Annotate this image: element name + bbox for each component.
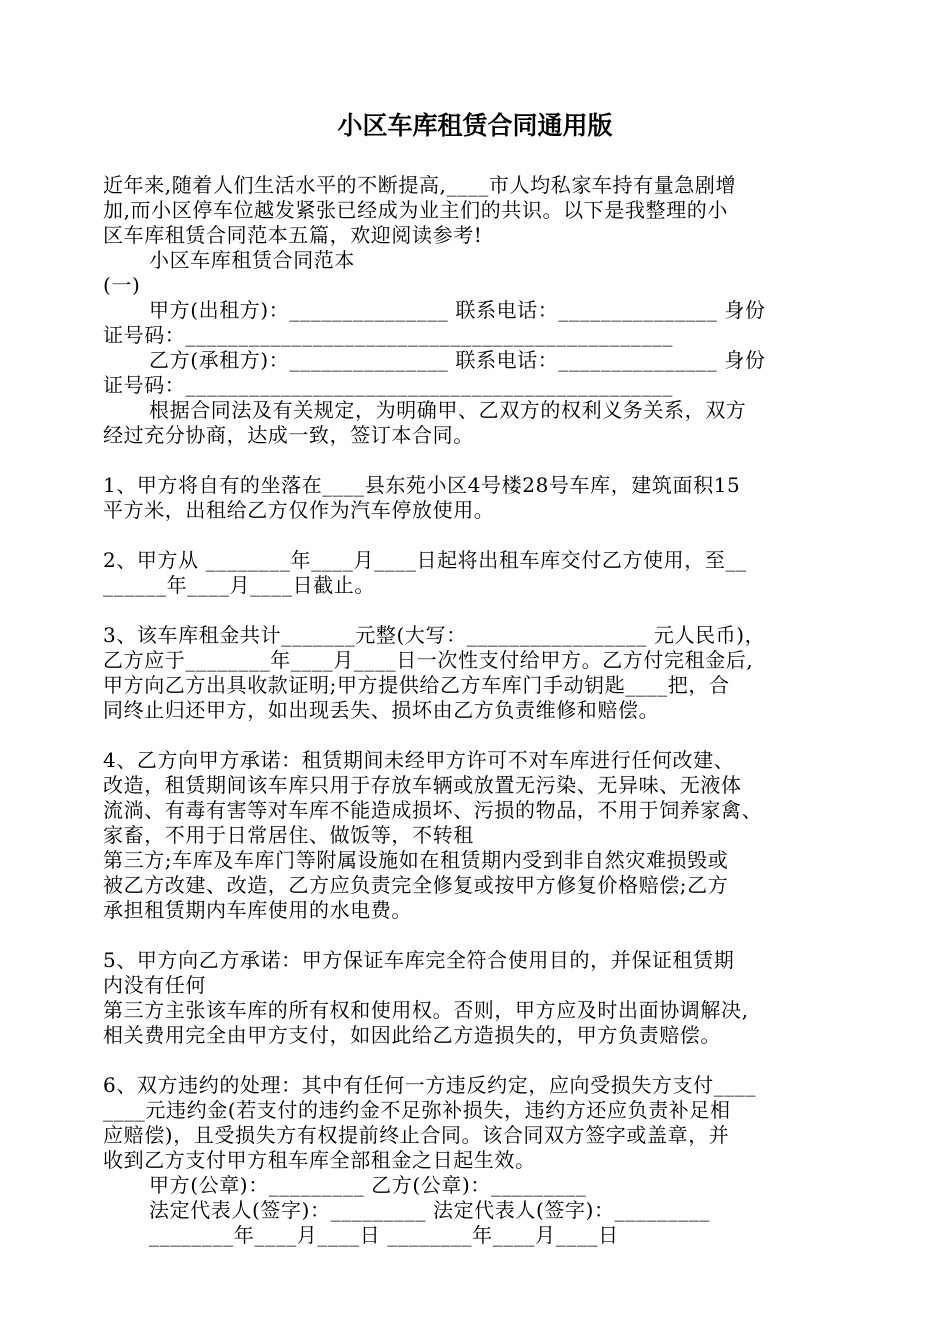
- signature-seal-line: 甲方(公章)：_________ 乙方(公章)：_________: [149, 1173, 587, 1197]
- clause-3-line-3: 甲方向乙方出具收款证明;甲方提供给乙方车库门手动钥匙____把，合: [103, 673, 730, 697]
- preamble-line-1: 根据合同法及有关规定，为明确甲、乙双方的权利义务关系，双方: [149, 398, 747, 422]
- clause-6-line-3: 应赔偿)，且受损失方有权提前终止合同。该合同双方签字或盖章，并: [103, 1123, 730, 1147]
- clause-1-line-1: 1、甲方将自有的坐落在____县东苑小区4号楼28号车库，建筑面积15: [103, 473, 741, 497]
- clause-6-line-4: 收到乙方支付甲方租车库全部租金之日起生效。: [103, 1148, 536, 1172]
- clause-4-line-3: 流淌、有毒有害等对车库不能造成损坏、污损的物品，不用于饲养家禽、: [103, 798, 763, 822]
- intro-line-3: 区车库租赁合同范本五篇，欢迎阅读参考!: [103, 223, 483, 247]
- clause-4-line-7: 承担租赁期内车库使用的水电费。: [103, 898, 412, 922]
- party-a-line-1: 甲方(出租方)：_______________ 联系电话：_______________ 身份: [149, 298, 766, 322]
- clause-3-line-2: 乙方应于________年____月____日一次性支付给甲方。乙方付完租金后,: [103, 648, 754, 672]
- intro-line-1: 近年来,随着人们生活水平的不断提高,____市人均私家车持有量急剧增: [103, 173, 737, 197]
- intro-line-2: 加,而小区停车位越发紧张已经成为业主们的共识。以下是我整理的小: [103, 198, 728, 222]
- section-number: (一): [103, 273, 141, 297]
- clause-2-line-1: 2、甲方从 ________年____月____日起将出租车库交付乙方使用，至__: [103, 548, 747, 572]
- clause-6-line-1: 6、双方违约的处理：其中有任何一方违反约定，应向受损失方支付____: [103, 1073, 757, 1097]
- party-b-line-1: 乙方(承租方)：_______________ 联系电话：_______________ 身份: [149, 348, 766, 372]
- signature-date-line: ________年____月____日 ________年____月____日: [149, 1223, 619, 1247]
- clause-4-line-5: 第三方;车库及车库门等附属设施如在租赁期内受到非自然灾难损毁或: [103, 848, 729, 872]
- clause-2-line-2: ______年____月____日截止。: [103, 573, 375, 597]
- contract-subtitle: 小区车库租赁合同范本: [149, 248, 355, 272]
- signature-representative-line: 法定代表人(签字)：_________ 法定代表人(签字)：_________: [149, 1198, 710, 1222]
- clause-4-line-2: 改造，租赁期间该车库只用于存放车辆或放置无污染、无异味、无液体: [103, 773, 742, 797]
- preamble-line-2: 经过充分协商，达成一致，签订本合同。: [103, 423, 474, 447]
- clause-5-line-2: 内没有任何: [103, 973, 206, 997]
- clause-3-line-1: 3、该车库租金共计_______元整(大写：_________________ 元人民币)，: [103, 623, 766, 647]
- clause-3-line-4: 同终止归还甲方，如出现丢失、损坏由乙方负责维修和赔偿。: [103, 698, 660, 722]
- clause-5-line-4: 相关费用完全由甲方支付，如因此给乙方造损失的，甲方负责赔偿。: [103, 1023, 721, 1047]
- document-title: 小区车库租赁合同通用版: [337, 111, 613, 140]
- party-a-line-2: 证号码：______________________________________________: [103, 323, 673, 347]
- clause-4-line-4: 家畜，不用于日常居住、做饭等，不转租: [103, 823, 474, 847]
- clause-6-line-2: ____元违约金(若支付的违约金不足弥补损失，违约方还应负责补足相: [103, 1098, 731, 1122]
- clause-5-line-3: 第三方主张该车库的所有权和使用权。否则，甲方应及时出面协调解决,: [103, 998, 749, 1022]
- clause-5-line-1: 5、甲方向乙方承诺：甲方保证车库完全符合使用目的，并保证租赁期: [103, 948, 735, 972]
- clause-4-line-1: 4、乙方向甲方承诺：租赁期间未经甲方许可不对车库进行任何改建、: [103, 748, 735, 772]
- clause-4-line-6: 被乙方改建、改造，乙方应负责完全修复或按甲方修复价格赔偿;乙方: [103, 873, 729, 897]
- party-b-line-2: 证号码：______________________________________________: [103, 373, 673, 397]
- clause-1-line-2: 平方米，出租给乙方仅作为汽车停放使用。: [103, 498, 495, 522]
